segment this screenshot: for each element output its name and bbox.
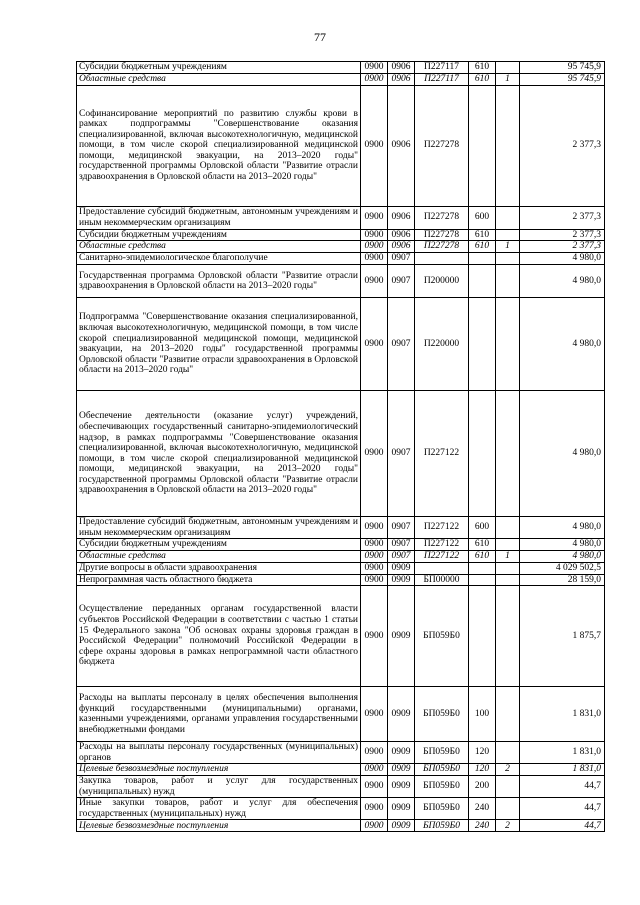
row-name: Целевые безвозмездные поступления [77,764,361,776]
table-row [77,687,605,742]
amount: 95 745,9 [520,62,605,74]
section-code: 0900 [361,74,388,86]
row-name: Другие вопросы в области здравоохранения [77,562,361,574]
target-article-code: П227122 [415,539,469,551]
table-row [77,62,605,74]
section-code: 0900 [361,820,388,832]
subsection-code: 0906 [388,74,415,86]
table-row [77,820,605,832]
table-body [77,62,605,832]
table-row [77,562,605,574]
target-article-code: П200000 [415,265,469,298]
subsection-code: 0909 [388,574,415,586]
expense-type-code: 600 [469,517,496,539]
target-article-code: П227278 [415,241,469,253]
expense-type-code: 610 [469,229,496,241]
table-row [77,764,605,776]
subsection-code: 0907 [388,391,415,517]
expense-type-code [469,562,496,574]
amount: 4 980,0 [520,539,605,551]
target-article-code: БП059Б0 [415,742,469,764]
section-code: 0900 [361,687,388,742]
row-name: Расходы на выплаты персоналу государственных (муниципальных) органов [77,742,361,764]
expense-type-code: 610 [469,550,496,562]
section-code: 0900 [361,517,388,539]
subsection-code: 0906 [388,241,415,253]
subsection-code: 0906 [388,206,415,229]
row-name: Государственная программа Орловской области "Развитие отрасли здравоохранения в Орловской области на 2013–2020 годы" [77,265,361,298]
target-article-code: П227278 [415,85,469,206]
funding-source-code: 1 [496,74,520,86]
row-name: Предоставление субсидий бюджетным, автономным учреждениям и иным некоммерческим организациям [77,206,361,229]
row-name: Подпрограмма "Совершенствование оказания специализированной, включая высокотехнологичную, медицинской помощи, в том числе скорой специализированной медицинской помощи, медицинской эвакуации, на 2013–2020 годы" государственной программы Орловской области "Развитие отрасли здравоохранения в Орловской области на 2013–2020 годы" [77,298,361,391]
section-code: 0900 [361,562,388,574]
section-code: 0900 [361,241,388,253]
table-row [77,74,605,86]
funding-source-code [496,391,520,517]
funding-source-code [496,517,520,539]
funding-source-code [496,562,520,574]
row-name: Непрограммная часть областного бюджета [77,574,361,586]
expense-type-code: 600 [469,206,496,229]
table-row [77,775,605,797]
subsection-code: 0909 [388,798,415,820]
table-row [77,586,605,687]
expense-type-code [469,586,496,687]
target-article-code: БП059Б0 [415,586,469,687]
section-code: 0900 [361,62,388,74]
table-row [77,265,605,298]
funding-source-code [496,586,520,687]
subsection-code: 0907 [388,298,415,391]
funding-source-code: 2 [496,820,520,832]
amount: 1 831,0 [520,764,605,776]
funding-source-code [496,775,520,797]
target-article-code [415,562,469,574]
target-article-code: П227117 [415,74,469,86]
funding-source-code [496,742,520,764]
table-row [77,517,605,539]
funding-source-code [496,229,520,241]
funding-source-code [496,574,520,586]
section-code: 0900 [361,574,388,586]
expense-type-code: 240 [469,820,496,832]
row-name: Предоставление субсидий бюджетным, автономным учреждениям и иным некоммерческим организациям [77,517,361,539]
amount: 2 377,3 [520,206,605,229]
table-row [77,550,605,562]
amount: 2 377,3 [520,85,605,206]
subsection-code: 0906 [388,85,415,206]
expense-type-code: 100 [469,687,496,742]
row-name: Областные средства [77,550,361,562]
amount: 1 831,0 [520,687,605,742]
amount: 1 875,7 [520,586,605,687]
expense-type-code: 120 [469,764,496,776]
subsection-code: 0909 [388,775,415,797]
row-name: Субсидии бюджетным учреждениям [77,229,361,241]
row-name: Субсидии бюджетным учреждениям [77,539,361,551]
funding-source-code [496,265,520,298]
subsection-code: 0907 [388,265,415,298]
section-code: 0900 [361,206,388,229]
subsection-code: 0909 [388,687,415,742]
table-row [77,798,605,820]
row-name: Санитарно-эпидемиологическое благополучие [77,253,361,265]
table-row [77,229,605,241]
table-row [77,539,605,551]
row-name: Областные средства [77,74,361,86]
section-code: 0900 [361,253,388,265]
expense-type-code: 240 [469,798,496,820]
amount: 95 745,9 [520,74,605,86]
subsection-code: 0907 [388,517,415,539]
expense-type-code: 610 [469,539,496,551]
row-name: Расходы на выплаты персоналу в целях обеспечения выполнения функций государственными (муниципальными) органами, казенными учреждениями, органами управления государственными внебюджетными фондами [77,687,361,742]
expense-type-code [469,391,496,517]
expense-type-code [469,85,496,206]
target-article-code [415,253,469,265]
section-code: 0900 [361,764,388,776]
funding-source-code [496,539,520,551]
target-article-code: БП059Б0 [415,764,469,776]
row-name: Субсидии бюджетным учреждениям [77,62,361,74]
funding-source-code: 1 [496,241,520,253]
section-code: 0900 [361,550,388,562]
table-row [77,206,605,229]
subsection-code: 0907 [388,253,415,265]
amount: 4 980,0 [520,298,605,391]
section-code: 0900 [361,265,388,298]
target-article-code: П227122 [415,550,469,562]
section-code: 0900 [361,798,388,820]
row-name: Иные закупки товаров, работ и услуг для обеспечения государственных (муниципальных) нужд [77,798,361,820]
expense-type-code [469,265,496,298]
row-name: Софинансирование мероприятий по развитию службы крови в рамках подпрограммы "Совершенствование оказания специализированной, включая высокотехнологичную, медицинской помощи, в том числе скорой специализированной медицинской помощи, медицинской эвакуации, на 2013–2020 годы" государственной программы Орловской области "Развитие отрасли здравоохранения в Орловской области на 2013–2020 годы" [77,85,361,206]
target-article-code: П227122 [415,391,469,517]
subsection-code: 0909 [388,820,415,832]
amount: 4 029 502,5 [520,562,605,574]
funding-source-code: 1 [496,550,520,562]
target-article-code: БП059Б0 [415,798,469,820]
subsection-code: 0909 [388,742,415,764]
expense-type-code: 200 [469,775,496,797]
section-code: 0900 [361,775,388,797]
funding-source-code [496,62,520,74]
table-row [77,241,605,253]
table-row [77,85,605,206]
subsection-code: 0909 [388,562,415,574]
target-article-code: П227117 [415,62,469,74]
subsection-code: 0906 [388,62,415,74]
target-article-code: П227278 [415,229,469,241]
expense-type-code: 120 [469,742,496,764]
target-article-code: БП059Б0 [415,775,469,797]
expense-type-code [469,574,496,586]
amount: 2 377,3 [520,229,605,241]
table-row [77,391,605,517]
subsection-code: 0907 [388,550,415,562]
target-article-code: БП059Б0 [415,820,469,832]
section-code: 0900 [361,539,388,551]
amount: 44,7 [520,820,605,832]
funding-source-code [496,253,520,265]
expense-type-code: 610 [469,62,496,74]
subsection-code: 0909 [388,764,415,776]
page-number: 77 [314,30,326,44]
row-name: Обеспечение деятельности (оказание услуг) учреждений, обеспечивающих государственный санитарно-эпидемиологический надзор, в рамках подпрограммы "Совершенствование оказания специализированной, включая высокотехнологичную, медицинской помощи, в том числе скорой специализированной медицинской помощи, медицинской эвакуации, на 2013–2020 годы" государственной программы Орловской области "Развитие отрасли здравоохранения в Орловской области на 2013–2020 годы" [77,391,361,517]
table-row [77,253,605,265]
subsection-code: 0909 [388,586,415,687]
section-code: 0900 [361,742,388,764]
funding-source-code: 2 [496,764,520,776]
amount: 44,7 [520,798,605,820]
subsection-code: 0906 [388,229,415,241]
amount: 28 159,0 [520,574,605,586]
funding-source-code [496,206,520,229]
funding-source-code [496,687,520,742]
target-article-code: П220000 [415,298,469,391]
subsection-code: 0907 [388,539,415,551]
amount: 2 377,3 [520,241,605,253]
amount: 4 980,0 [520,550,605,562]
funding-source-code [496,85,520,206]
section-code: 0900 [361,229,388,241]
section-code: 0900 [361,298,388,391]
table-row [77,574,605,586]
section-code: 0900 [361,391,388,517]
amount: 4 980,0 [520,265,605,298]
target-article-code: БП059Б0 [415,687,469,742]
table-row [77,742,605,764]
amount: 4 980,0 [520,517,605,539]
row-name: Осуществление переданных органам государственной власти субъектов Российской Федерации в соответствии с частью 1 статьи 15 Федерального закона "Об основах охраны здоровья граждан в Российской Федерации" полномочий Российской Федерации в сфере охраны здоровья в рамках непрограммной части областного бюджета [77,586,361,687]
budget-expenditure-table [76,61,605,832]
row-name: Областные средства [77,241,361,253]
target-article-code: БП00000 [415,574,469,586]
target-article-code: П227122 [415,517,469,539]
amount: 44,7 [520,775,605,797]
row-name: Целевые безвозмездные поступления [77,820,361,832]
section-code: 0900 [361,85,388,206]
expense-type-code [469,253,496,265]
amount: 4 980,0 [520,391,605,517]
target-article-code: П227278 [415,206,469,229]
row-name: Закупка товаров, работ и услуг для государственных (муниципальных) нужд [77,775,361,797]
table-row [77,298,605,391]
expense-type-code: 610 [469,74,496,86]
funding-source-code [496,798,520,820]
expense-type-code: 610 [469,241,496,253]
section-code: 0900 [361,586,388,687]
amount: 4 980,0 [520,253,605,265]
expense-type-code [469,298,496,391]
amount: 1 831,0 [520,742,605,764]
funding-source-code [496,298,520,391]
